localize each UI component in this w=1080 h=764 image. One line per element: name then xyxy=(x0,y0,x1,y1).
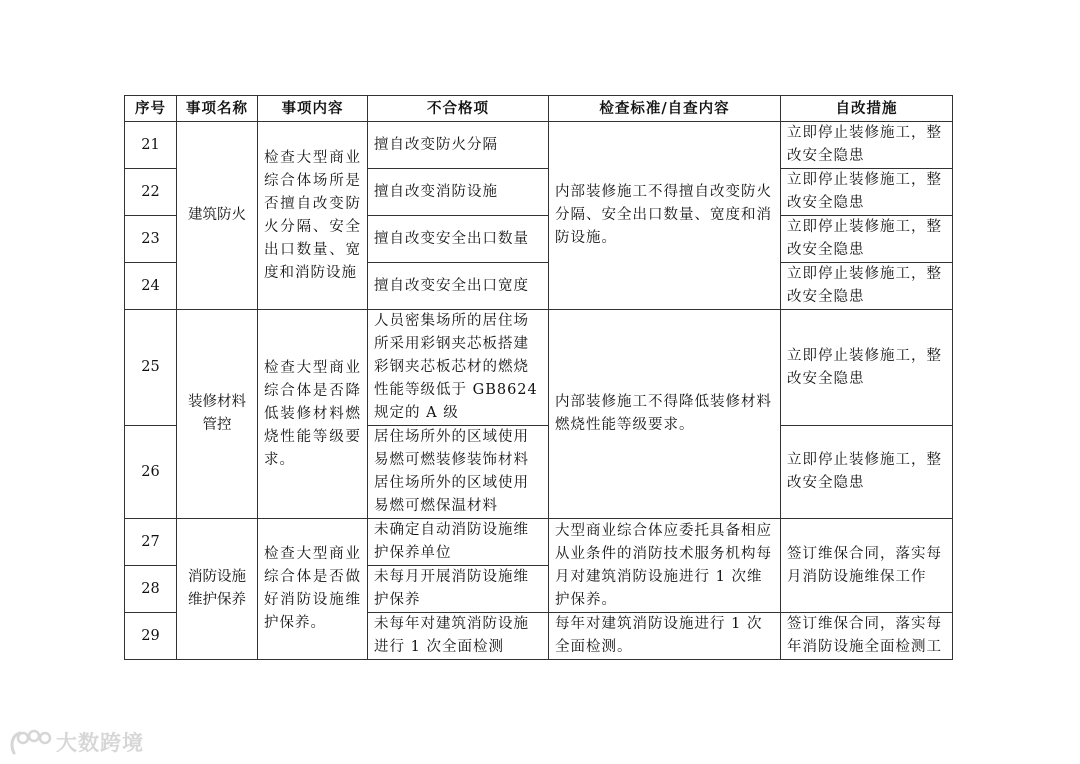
row-number: 28 xyxy=(125,566,177,613)
item-name-cell: 装修材料管控 xyxy=(177,310,258,519)
item-name-cell: 建筑防火 xyxy=(177,122,258,310)
table-header-row xyxy=(125,96,953,122)
inspection-table xyxy=(124,95,953,660)
row-number: 26 xyxy=(125,426,177,519)
watermark xyxy=(8,726,144,758)
header-corrective-action: 自改措施 xyxy=(781,96,953,122)
table-row xyxy=(125,519,953,566)
brand-logo-icon xyxy=(8,727,52,757)
header-item-content: 事项内容 xyxy=(258,96,368,122)
item-content-cell: 检查大型商业综合体是否降低装修材料燃烧性能等级要求。 xyxy=(258,310,368,519)
header-no: 序号 xyxy=(125,96,177,122)
corrective-action-cell: 签订维保合同，落实每年消防设施全面检测工 xyxy=(781,613,953,660)
row-number: 22 xyxy=(125,169,177,216)
nonconformity-cell: 擅自改变安全出口宽度 xyxy=(368,263,549,310)
header-nonconformity: 不合格项 xyxy=(368,96,549,122)
corrective-action-cell: 立即停止装修施工，整改安全隐患 xyxy=(781,169,953,216)
nonconformity-cell: 居住场所外的区域使用易燃可燃装修装饰材料居住场所外的区域使用易燃可燃保温材料 xyxy=(368,426,549,519)
corrective-action-cell: 立即停止装修施工，整改安全隐患 xyxy=(781,426,953,519)
row-number: 21 xyxy=(125,122,177,169)
nonconformity-cell: 未每年对建筑消防设施进行 1 次全面检测 xyxy=(368,613,549,660)
standard-cell: 每年对建筑消防设施进行 1 次全面检测。 xyxy=(549,613,781,660)
nonconformity-cell: 擅自改变消防设施 xyxy=(368,169,549,216)
item-name-cell: 消防设施维护保养 xyxy=(177,519,258,660)
row-number: 27 xyxy=(125,519,177,566)
row-number: 24 xyxy=(125,263,177,310)
header-item-name: 事项名称 xyxy=(177,96,258,122)
corrective-action-cell: 签订维保合同，落实每月消防设施维保工作 xyxy=(781,519,953,613)
standard-cell: 内部装修施工不得降低装修材料燃烧性能等级要求。 xyxy=(549,310,781,519)
standard-cell: 大型商业综合体应委托具备相应从业条件的消防技术服务机构每月对建筑消防设施进行 1 次维护保养。 xyxy=(549,519,781,613)
corrective-action-cell: 立即停止装修施工，整改安全隐患 xyxy=(781,216,953,263)
row-number: 23 xyxy=(125,216,177,263)
nonconformity-cell: 未每月开展消防设施维护保养 xyxy=(368,566,549,613)
row-number: 29 xyxy=(125,613,177,660)
header-standard: 检查标准/自查内容 xyxy=(549,96,781,122)
nonconformity-cell: 未确定自动消防设施维护保养单位 xyxy=(368,519,549,566)
nonconformity-cell: 擅自改变安全出口数量 xyxy=(368,216,549,263)
item-content-cell: 检查大型商业综合体是否做好消防设施维护保养。 xyxy=(258,519,368,660)
standard-cell: 内部装修施工不得擅自改变防火分隔、安全出口数量、宽度和消防设施。 xyxy=(549,122,781,310)
nonconformity-cell: 人员密集场所的居住场所采用彩钢夹芯板搭建彩钢夹芯板芯材的燃烧性能等级低于 GB8624 规定的 A 级 xyxy=(368,310,549,426)
table-row xyxy=(125,122,953,169)
watermark-text: 大数跨境 xyxy=(56,731,144,755)
corrective-action-cell: 立即停止装修施工，整改安全隐患 xyxy=(781,122,953,169)
corrective-action-cell: 立即停止装修施工，整改安全隐患 xyxy=(781,263,953,310)
table-row xyxy=(125,310,953,426)
row-number: 25 xyxy=(125,310,177,426)
nonconformity-cell: 擅自改变防火分隔 xyxy=(368,122,549,169)
item-content-cell: 检查大型商业综合体场所是否擅自改变防火分隔、安全出口数量、宽度和消防设施 xyxy=(258,122,368,310)
corrective-action-cell: 立即停止装修施工，整改安全隐患 xyxy=(781,310,953,426)
